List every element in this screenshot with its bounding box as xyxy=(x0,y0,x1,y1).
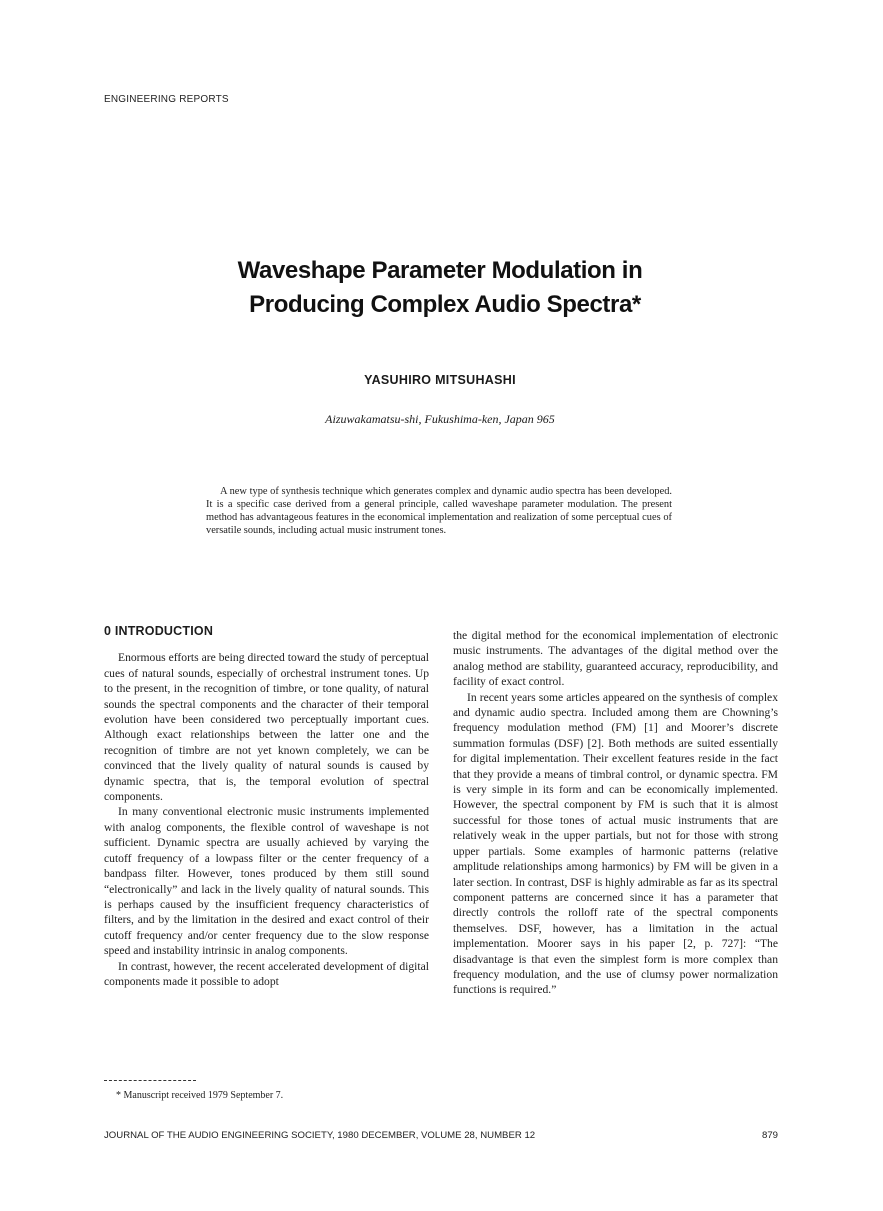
title-line-2: Producing Complex Audio Spectra* xyxy=(249,291,641,318)
running-head: ENGINEERING REPORTS xyxy=(104,94,229,105)
page-number: 879 xyxy=(761,1130,778,1141)
right-column xyxy=(453,628,778,998)
journal-footer: JOURNAL OF THE AUDIO ENGINEERING SOCIETY, 1980 DECEMBER, VOLUME 28, NUMBER 12 xyxy=(104,1130,536,1141)
title-line-1: Waveshape Parameter Modulation in xyxy=(237,257,643,284)
footnote-divider xyxy=(104,1080,196,1081)
left-column xyxy=(104,624,429,989)
paragraph: In contrast, however, the recent accelerated development of digital components made it possible to adopt xyxy=(104,959,429,988)
article-title xyxy=(150,254,730,322)
paragraph: Enormous efforts are being directed toward the study of perceptual cues of natural sounds, especially of orchestral instrument tones. Up to the present, in the recognition of timbre, or tone quality, of natural sounds the spectral components and the character of their temporal evolution have been considered two perceptually important cues. Although exact relationships between the latter one and the recognition of timbre are not yet known completely, we can be convinced that the lively quality of natural sounds is caused by dynamic spectra, that is, the temporal evolution of spectral components. xyxy=(104,651,429,804)
abstract: A new type of synthesis technique which generates complex and dynamic audio spectra has been developed. It is a specific case derived from a general principle, called waveshape parameter modulation. The present method has advantageous features in the economical implementation and realization of some perceptual cues of versatile sounds, including actual music instrument tones. xyxy=(206,486,672,536)
paragraph: the digital method for the economical implementation of electronic music instruments. The advantages of the digital method over the analog method are stability, guaranteed accuracy, reproducibility, and facility of exact control. xyxy=(453,629,778,689)
paragraph: In many conventional electronic music instruments implemented with analog components, the flexible control of waveshape is not sufficient. Dynamic spectra are usually achieved by varying the cutoff frequency of a lowpass filter or the center frequency of a bandpass filter. However, tones produced by them still sound “electronically” and lack in the lively quality of natural sounds. This is perhaps caused by the insufficient frequency characteristics of filters, and by the limitation in the desired and exact control of their cutoff frequency and/or center frequency due to the slow response speed and instability intrinsic in analog components. xyxy=(104,805,429,958)
footnote: * Manuscript received 1979 September 7. xyxy=(116,1090,284,1101)
section-heading: 0 INTRODUCTION xyxy=(104,624,214,638)
paragraph: In recent years some articles appeared on the synthesis of complex and dynamic audio spectra. Included among them are Chowning’s frequency modulation method (FM) [1] and Moorer’s discrete summation formulas (DSF) [2]. Both methods are suited essentially for digital implementation. Their excellent features reside in the fact that they provide a means of timbral control, or dynamic spectra. FM is very simple in its form and can be economically implemented. However, the spectral component by FM is such that it is almost successful for those tones of actual music instruments that are relatively weak in the upper partials, but not for those with strong upper partials. Some examples of harmonic patterns (relative amplitude relationships among harmonics) by FM will be given in a later section. In contrast, DSF is highly admirable as far as its spectral component patterns are concerned since it has a parameter that directly controls the rolloff rate of the spectral components themselves. DSF, however, has a limitation in the actual implementation. Moorer says in his paper [2, p. 727]: “The disadvantage is that even the simplest form is more complex than frequency modulation, and the use of clumsy power normalization functions is required.” xyxy=(453,690,778,997)
author-affiliation: Aizuwakamatsu-shi, Fukushima-ken, Japan 965 xyxy=(325,412,555,426)
author-name: YASUHIRO MITSUHASHI xyxy=(364,373,516,387)
